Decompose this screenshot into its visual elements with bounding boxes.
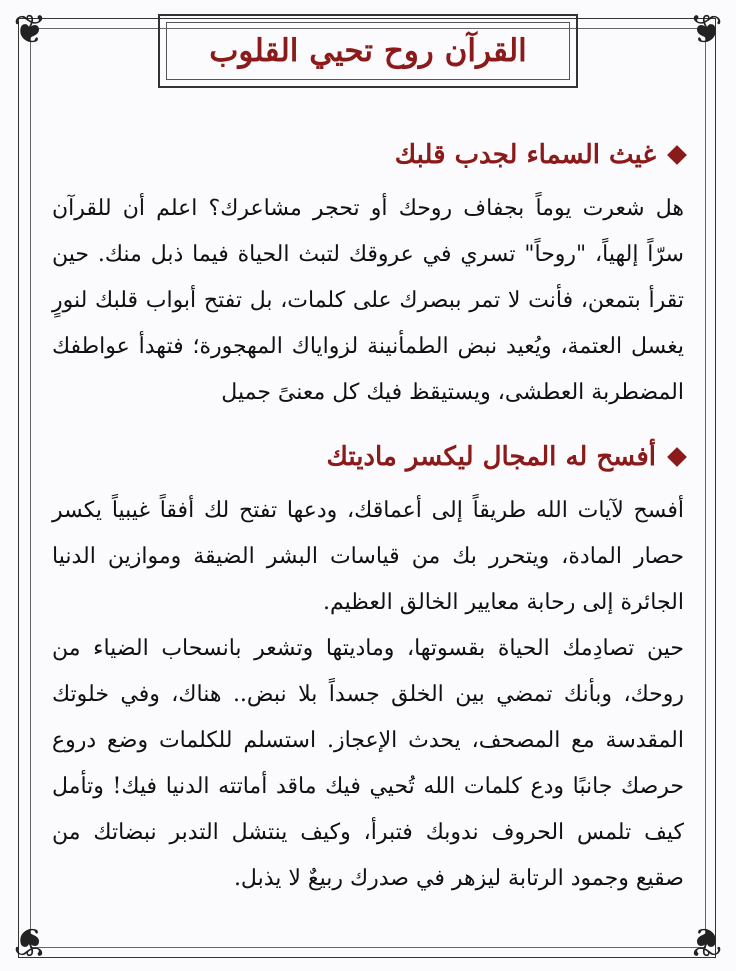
paragraph: هل شعرت يوماً بجفاف روحك أو تحجر مشاعرك؟ اعلم أن للقرآن سرّاً إلهياً، "روحاً" تسري في عروقك لتبث الحياة فيما ذبل منك. حين تقرأ بتمعن، فأنت لا تمر ببصرك على كلمات، بل تفتح أبواب قلبك لنورٍ يغسل العتمة، ويُعيد نبض الطمأنينة لزواياك المهجورة؛ فتهدأ عواطفك المضطربة العطشى، ويستيقظ فيك كل معنىً جميل [52,196,684,405]
paragraph: حين تصادِمك الحياة بقسوتها، وماديتها وتشعر بانسحاب الضياء من روحك، وبأنك تمضي بين الخلق جسداً بلا نبض.. هناك، وفي خلوتك المقدسة مع المصحف، يحدث الإعجاز. استسلم للكلمات وضع دروع حرصك جانبًا ودع كلمات الله تُحيي فيك ماقد أماتته الدنيا فيك! وتأمل كيف تلمس الحروف ندوبك فتبرأ، وكيف ينتشل التدبر نبضاتك من صقيع وجمود الرتابة ليزهر في صدرك ربيعٌ لا يذبل. [52,636,684,891]
section-heading [52,130,684,180]
ornament-corner-icon: ❦ [13,7,47,53]
paragraph: أفسح لآيات الله طريقاً إلى أعماقك، ودعها تفتح لك أفقاً غيبياً يكسر حصار المادة، ويتحرر بك من قياسات البشر الضيقة وموازين الدنيا الجائرة إلى رحابة معايير الخالق العظيم. [52,498,684,615]
title-frame [158,14,578,88]
section-heading-text: أفسح له المجال ليكسر ماديتك [326,442,656,472]
ornament-corner-icon: ❦ [689,7,723,53]
article-body [52,130,684,902]
diamond-bullet-icon [667,145,687,165]
diamond-bullet-icon [667,447,687,467]
ornament-corner-icon: ❦ [13,918,47,964]
section-heading-text: غيث السماء لجدب قلبك [394,140,656,170]
section-heading [52,432,684,482]
ornament-corner-icon: ❦ [689,918,723,964]
page-title: القرآن روح تحيي القلوب [209,33,527,69]
